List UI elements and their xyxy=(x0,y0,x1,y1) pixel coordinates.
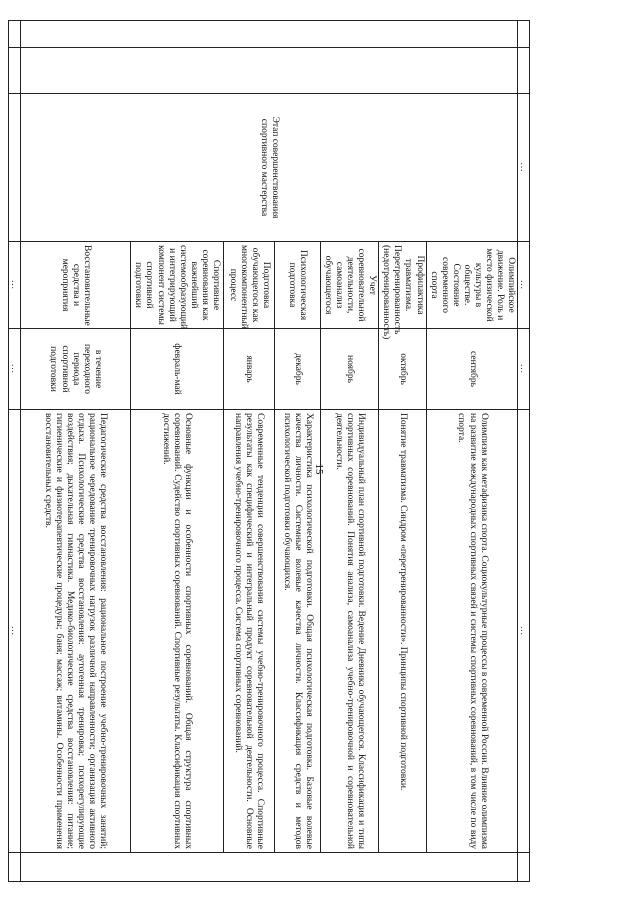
empty-cell xyxy=(9,21,21,48)
rotated-table-stage xyxy=(9,20,530,881)
month-cell: декабрь xyxy=(274,329,320,410)
topic-cell: Подготовка обучающегося как многокомпонентный процесс xyxy=(223,242,274,329)
empty-left-column xyxy=(20,48,518,94)
month-cell: январь xyxy=(223,329,274,410)
empty-cell xyxy=(518,48,530,94)
empty-cell xyxy=(9,853,21,882)
content-cell: Основные функции и особенности спортивных соревнований. Общая структура спортивных соревнований. Судейство спортивных соревнований. Спортивные результаты. Классификация спортивных достижений. xyxy=(130,410,223,853)
ellipsis-cell: ... xyxy=(9,410,21,853)
ellipsis-row-top xyxy=(518,21,530,882)
content-cell: Характеристика психологической подготовки. Общая психологическая подготовка. Базовые волевые качества личности. Системные волевые качества личности. Классификация средств и методов психологической подготовки обучающихся. xyxy=(274,410,320,853)
empty-cell xyxy=(518,853,530,882)
empty-cell xyxy=(518,21,530,48)
ellipsis-cell: ... xyxy=(518,329,530,410)
ellipsis-cell: ... xyxy=(518,242,530,329)
ellipsis-cell: ... xyxy=(518,94,530,242)
month-cell: февраль-май xyxy=(130,329,223,410)
content-cell: Олимпизм как метафизика спорта. Социокультурные процессы в современной России. Влияние олимпизма на развитие международных спортивных связей и системы спортивных соревнований, в том числе по виду спорта. xyxy=(426,410,518,853)
stage-label: Этап совершенствования спортивного мастерства xyxy=(20,94,518,242)
ellipsis-cell: ... xyxy=(9,242,21,329)
month-cell: октябрь xyxy=(379,329,426,410)
topic-cell: Олимпийское движение. Роль и место физической культуры в обществе. Состояние современного спорта xyxy=(426,242,518,329)
rotated-page-area xyxy=(9,20,530,881)
empty-left-column xyxy=(20,21,518,48)
content-cell: Педагогические средства восстановления: рациональное построение учебно-тренировочных занятий; рациональное чередование тренировочных нагрузок различной направленности; организация активного отдыха. Психологические средства восстановления: аутогенная тренировка; психорегулирующие воздействия; дыхательная гимнастика. Медико-биологические средства восстановления: питание; гигиенические и физиотерапевтические процедуры; баня; массаж; витамины. Особенности применения восстановительных средств. xyxy=(20,410,130,853)
topic-cell: Спортивные соревнования как важнейший системообразующий и интегрирующий компонент системы спортивной подготовки xyxy=(130,242,223,329)
ellipsis-cell: ... xyxy=(518,410,530,853)
ellipsis-row-bottom xyxy=(9,21,21,882)
month-cell: сентябрь xyxy=(426,329,518,410)
content-cell: Индивидуальный план спортивной подготовки. Ведение Дневника обучающегося. Классификация и типы спортивных соревнований. Понятия анализа, самоанализа учебно-тренировочной и соревновательной деятельности. xyxy=(320,410,379,853)
topic-cell: Профилактика травматизма. Перетренированность (недотренированность) xyxy=(379,242,426,329)
month-cell: ноябрь xyxy=(320,329,379,410)
topic-cell: Восстановительные средства и мероприятия xyxy=(20,242,130,329)
month-cell: в течение переходного периода спортивной подготовки xyxy=(20,329,130,410)
empty-cell xyxy=(9,94,21,242)
topic-cell: Психологическая подготовка xyxy=(274,242,320,329)
ellipsis-cell: ... xyxy=(9,329,21,410)
content-cell: Понятие травматизма. Синдром «перетренированности». Принципы спортивной подготовки. xyxy=(379,410,426,853)
empty-right-column xyxy=(20,853,518,882)
curriculum-table xyxy=(8,20,530,882)
topic-cell: Учет соревновательной деятельности, самоанализ обучающегося xyxy=(320,242,379,329)
page-number: 15 xyxy=(313,463,325,475)
content-cell: Современные тенденции совершенствования системы учебно-тренировочного процесса. Спортивные результаты как специфический и интегральный продукт соревновательной деятельности. Основные направления учебно-тренировочного процесса. Система спортивных соревнований. xyxy=(223,410,274,853)
table-row xyxy=(426,21,518,882)
empty-cell xyxy=(9,48,21,94)
